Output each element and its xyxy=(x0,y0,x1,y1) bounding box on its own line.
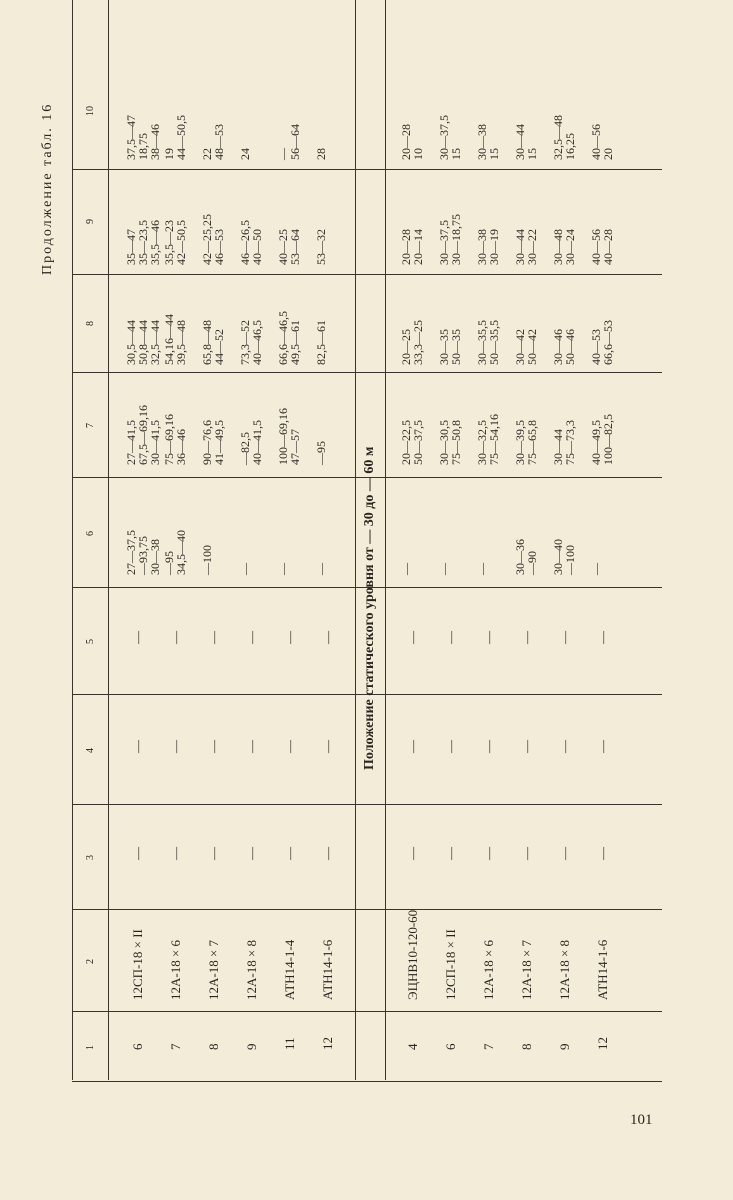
cell-value: — xyxy=(437,563,451,575)
cell-dash: — xyxy=(282,740,297,753)
cell-value: 30—32,5 xyxy=(475,420,489,465)
cell-dash: — xyxy=(244,740,259,753)
cell-value: —100 xyxy=(563,545,577,575)
cell-col10 xyxy=(277,124,301,160)
cell-value: 30—48 xyxy=(551,229,565,265)
cell-value: 40—28 xyxy=(601,229,615,265)
cell-value: 15 xyxy=(449,148,463,160)
cell-col9 xyxy=(163,220,187,265)
cell-col10 xyxy=(438,115,462,160)
cell-col6 xyxy=(438,563,450,575)
cell-col10 xyxy=(514,124,538,160)
row-number: 6 xyxy=(443,1043,458,1050)
cell-dash: — xyxy=(206,740,221,753)
cell-value: 30—38 xyxy=(148,539,162,575)
col-divider xyxy=(72,1011,662,1012)
col-divider xyxy=(72,169,662,170)
cell-dash: — xyxy=(519,631,534,644)
cell-col7 xyxy=(201,420,225,465)
cell-value: 30—18,75 xyxy=(449,214,463,265)
cell-value: 65,8—48 xyxy=(200,320,214,365)
cell-dash: — xyxy=(557,740,572,753)
header-top-rule xyxy=(72,0,73,1080)
col-header: 8 xyxy=(85,321,96,326)
cell-dash: — xyxy=(282,847,297,860)
cell-col7 xyxy=(125,405,161,465)
cell-value: 40—56 xyxy=(589,124,603,160)
cell-dash: — xyxy=(557,631,572,644)
cell-value: 20 xyxy=(601,148,615,160)
row-number: 9 xyxy=(557,1043,572,1050)
cell-value: —82,5 xyxy=(238,432,252,465)
cell-value: 40—50 xyxy=(250,229,264,265)
col-header: 4 xyxy=(85,748,96,753)
cell-dash: — xyxy=(320,847,335,860)
cell-dash: — xyxy=(519,847,534,860)
cell-value: 27—41,5 xyxy=(124,420,138,465)
cell-col10 xyxy=(315,148,327,160)
cell-value: — xyxy=(475,563,489,575)
cell-value: 66,6—46,5 xyxy=(276,311,290,365)
pump-name: 12А-18 × 7 xyxy=(519,939,534,1000)
cell-col7 xyxy=(239,420,263,465)
cell-value: 30—37,5 xyxy=(437,220,451,265)
row-number: 9 xyxy=(244,1043,259,1050)
pump-name: АТН14-1-4 xyxy=(282,939,297,1000)
cell-col6 xyxy=(400,563,412,575)
cell-col7 xyxy=(400,420,424,465)
row-number: 7 xyxy=(168,1043,183,1050)
cell-value: 10 xyxy=(411,148,425,160)
page-number: 101 xyxy=(630,1112,653,1128)
cell-value: 19 xyxy=(162,148,176,160)
cell-col9 xyxy=(125,220,161,265)
cell-value: 82,5—61 xyxy=(314,320,328,365)
cell-value: 49,5—61 xyxy=(288,320,302,365)
cell-value: —90 xyxy=(525,551,539,575)
cell-col8 xyxy=(514,329,538,365)
cell-col10 xyxy=(400,124,424,160)
cell-value: 40—49,5 xyxy=(589,420,603,465)
cell-dash: — xyxy=(130,631,145,644)
cell-value: — xyxy=(238,563,252,575)
cell-col7 xyxy=(590,414,614,465)
cell-value: 15 xyxy=(487,148,501,160)
cell-value: 30—22 xyxy=(525,229,539,265)
cell-dash: — xyxy=(405,740,420,753)
cell-value: 100—69,16 xyxy=(276,408,290,465)
cell-value: 20—28 xyxy=(399,229,413,265)
cell-value: 40—46,5 xyxy=(250,320,264,365)
cell-dash: — xyxy=(481,631,496,644)
cell-value: 15 xyxy=(525,148,539,160)
cell-dash: — xyxy=(130,847,145,860)
cell-value: —100 xyxy=(200,545,214,575)
cell-value: 40—56 xyxy=(589,229,603,265)
cell-value: 20—28 xyxy=(399,124,413,160)
cell-value: — xyxy=(589,563,603,575)
cell-col7 xyxy=(476,414,500,465)
cell-dash: — xyxy=(443,740,458,753)
cell-col6 xyxy=(277,563,289,575)
cell-col8 xyxy=(315,320,327,365)
cell-value: 46—53 xyxy=(212,229,226,265)
cell-dash: — xyxy=(443,847,458,860)
cell-dash: — xyxy=(443,631,458,644)
cell-value: 30—30,5 xyxy=(437,420,451,465)
cell-col9 xyxy=(239,220,263,265)
cell-value: 42—25,25 xyxy=(200,214,214,265)
cell-value: — xyxy=(314,563,328,575)
cell-col9 xyxy=(438,214,462,265)
cell-value: 27—37,5 xyxy=(124,530,138,575)
cell-value: 24 xyxy=(238,148,252,160)
cell-value: 75—69,16 xyxy=(162,414,176,465)
cell-value: 30—44 xyxy=(551,429,565,465)
row-number: 8 xyxy=(206,1043,221,1050)
pump-name: 12А-18 × 7 xyxy=(206,939,221,1000)
cell-col7 xyxy=(163,414,187,465)
cell-value: 50—46 xyxy=(563,329,577,365)
cell-value: 40—25 xyxy=(276,229,290,265)
row-number: 12 xyxy=(320,1037,335,1050)
cell-value: —93,75 xyxy=(136,536,150,575)
cell-col6 xyxy=(315,563,327,575)
cell-value: 30,5—44 xyxy=(124,320,138,365)
cell-dash: — xyxy=(595,631,610,644)
cell-col8 xyxy=(590,320,614,365)
cell-dash: — xyxy=(320,740,335,753)
cell-col6 xyxy=(125,530,161,575)
cell-dash: — xyxy=(168,740,183,753)
cell-col6 xyxy=(163,530,187,575)
cell-value: 30—19 xyxy=(487,229,501,265)
cell-col8 xyxy=(201,320,225,365)
cell-value: 30—38 xyxy=(475,229,489,265)
section-rule-bottom xyxy=(385,0,386,1080)
col-divider xyxy=(72,1081,662,1082)
cell-col7 xyxy=(514,420,538,465)
cell-value: 32,5—48 xyxy=(551,115,565,160)
cell-col8 xyxy=(125,320,161,365)
cell-dash: — xyxy=(557,847,572,860)
cell-col10 xyxy=(163,115,187,160)
col-header: 6 xyxy=(85,531,96,536)
pump-name: ЭЦНВ10-120-60 xyxy=(405,909,420,1000)
cell-dash: — xyxy=(405,631,420,644)
cell-value: 30—36 xyxy=(513,539,527,575)
cell-value: 100—82,5 xyxy=(601,414,615,465)
cell-value: 53—64 xyxy=(288,229,302,265)
row-number: 6 xyxy=(130,1043,145,1050)
cell-value: 50—37,5 xyxy=(411,420,425,465)
cell-value: 50,8—44 xyxy=(136,320,150,365)
cell-value: 30—41,5 xyxy=(148,420,162,465)
cell-value: 20—14 xyxy=(411,229,425,265)
cell-value: 44—50,5 xyxy=(174,115,188,160)
cell-col10 xyxy=(476,124,500,160)
cell-value: 28 xyxy=(314,148,328,160)
cell-col10 xyxy=(590,124,614,160)
cell-col10 xyxy=(239,148,251,160)
cell-value: 35—47 xyxy=(124,229,138,265)
cell-value: — xyxy=(276,148,290,160)
cell-dash: — xyxy=(481,740,496,753)
cell-value: 18,75 xyxy=(136,133,150,160)
cell-dash: — xyxy=(130,740,145,753)
cell-dash: — xyxy=(481,847,496,860)
pump-name: 12А-18 × 6 xyxy=(481,939,496,1000)
cell-value: 35,5—46 xyxy=(148,220,162,265)
cell-value: 30—40 xyxy=(551,539,565,575)
cell-col9 xyxy=(315,229,327,265)
cell-value: 37,5—47 xyxy=(124,115,138,160)
cell-value: 50—35 xyxy=(449,329,463,365)
cell-col8 xyxy=(552,329,576,365)
cell-value: 30—46 xyxy=(551,329,565,365)
cell-value: 16,25 xyxy=(563,133,577,160)
cell-col7 xyxy=(315,441,327,465)
cell-value: 41—49,5 xyxy=(212,420,226,465)
pump-name: 12СП-18 × II xyxy=(130,929,145,1000)
col-header: 3 xyxy=(85,855,96,860)
cell-col8 xyxy=(239,320,263,365)
cell-value: 53—32 xyxy=(314,229,328,265)
cell-value: 35—23,5 xyxy=(136,220,150,265)
cell-value: 75—65,8 xyxy=(525,420,539,465)
cell-value: 40—41,5 xyxy=(250,420,264,465)
cell-col8 xyxy=(400,320,424,365)
cell-dash: — xyxy=(595,847,610,860)
row-number: 7 xyxy=(481,1043,496,1050)
cell-value: 67,5—69,16 xyxy=(136,405,150,465)
cell-value: — xyxy=(399,563,413,575)
col-header: 7 xyxy=(85,423,96,428)
cell-value: 33,3—25 xyxy=(411,320,425,365)
cell-value: 30—44 xyxy=(513,124,527,160)
cell-value: 90—76,6 xyxy=(200,420,214,465)
cell-col6 xyxy=(552,539,576,575)
cell-value: 47—57 xyxy=(288,429,302,465)
cell-value: 30—24 xyxy=(563,229,577,265)
col-header: 5 xyxy=(85,639,96,644)
row-number: 12 xyxy=(595,1037,610,1050)
cell-dash: — xyxy=(168,631,183,644)
pump-name: АТН14-1-6 xyxy=(595,939,610,1000)
cell-value: 35,5—23 xyxy=(162,220,176,265)
cell-value: 32,5—44 xyxy=(148,320,162,365)
cell-dash: — xyxy=(206,631,221,644)
cell-col7 xyxy=(552,420,576,465)
cell-col8 xyxy=(277,311,301,365)
cell-col10 xyxy=(201,124,225,160)
cell-col8 xyxy=(163,314,187,365)
cell-value: 30—35,5 xyxy=(475,320,489,365)
cell-col6 xyxy=(514,539,538,575)
cell-value: 44—52 xyxy=(212,329,226,365)
cell-col8 xyxy=(476,320,500,365)
col-divider xyxy=(72,372,662,373)
row-number: 11 xyxy=(282,1037,297,1050)
cell-value: — xyxy=(276,563,290,575)
cell-value: 50—35,5 xyxy=(487,320,501,365)
cell-col6 xyxy=(239,563,251,575)
cell-value: 36—46 xyxy=(174,429,188,465)
cell-value: 30—42 xyxy=(513,329,527,365)
cell-value: 22 xyxy=(200,148,214,160)
cell-value: 30—44 xyxy=(513,229,527,265)
cell-dash: — xyxy=(595,740,610,753)
cell-value: 75—73,3 xyxy=(563,420,577,465)
cell-col10 xyxy=(552,115,576,160)
cell-col6 xyxy=(201,545,213,575)
cell-dash: — xyxy=(244,847,259,860)
cell-value: 75—50,8 xyxy=(449,420,463,465)
cell-value: 66,6—53 xyxy=(601,320,615,365)
col-divider xyxy=(72,804,662,805)
cell-value: 54,16—44 xyxy=(162,314,176,365)
cell-col9 xyxy=(277,229,301,265)
cell-value: 20—22,5 xyxy=(399,420,413,465)
cell-col9 xyxy=(552,229,576,265)
row-number: 8 xyxy=(519,1043,534,1050)
cell-dash: — xyxy=(405,847,420,860)
cell-col9 xyxy=(400,229,424,265)
cell-col7 xyxy=(277,408,301,465)
col-header: 2 xyxy=(85,959,96,964)
cell-col8 xyxy=(438,329,462,365)
cell-dash: — xyxy=(168,847,183,860)
cell-value: 46—26,5 xyxy=(238,220,252,265)
cell-value: 30—39,5 xyxy=(513,420,527,465)
cell-value: 50—42 xyxy=(525,329,539,365)
cell-value: 48—53 xyxy=(212,124,226,160)
cell-value: 38—46 xyxy=(148,124,162,160)
cell-value: —95 xyxy=(314,441,328,465)
cell-value: 75—54,16 xyxy=(487,414,501,465)
pump-name: 12СП-18 × II xyxy=(443,929,458,1000)
cell-value: 42—50,5 xyxy=(174,220,188,265)
header-bottom-rule xyxy=(108,0,109,1080)
cell-value: 34,5—40 xyxy=(174,530,188,575)
section-rule-top xyxy=(355,0,356,1080)
cell-value: 73,3—52 xyxy=(238,320,252,365)
cell-col6 xyxy=(590,563,602,575)
section-heading: Положение статического уровня от — 30 до — 60 м xyxy=(362,446,377,770)
cell-value: 30—35 xyxy=(437,329,451,365)
cell-dash: — xyxy=(282,631,297,644)
cell-col9 xyxy=(201,214,225,265)
pump-name: 12А-18 × 8 xyxy=(244,939,259,1000)
col-divider xyxy=(72,909,662,910)
cell-value: 30—37,5 xyxy=(437,115,451,160)
cell-dash: — xyxy=(206,847,221,860)
cell-value: 30—38 xyxy=(475,124,489,160)
cell-col6 xyxy=(476,563,488,575)
cell-dash: — xyxy=(519,740,534,753)
cell-col9 xyxy=(514,229,538,265)
cell-value: 39,5—48 xyxy=(174,320,188,365)
cell-dash: — xyxy=(244,631,259,644)
table-caption: Продолжение табл. 16 xyxy=(40,102,55,275)
pump-name: АТН14-1-6 xyxy=(320,939,335,1000)
cell-col10 xyxy=(125,115,161,160)
cell-col7 xyxy=(438,420,462,465)
pump-name: 12А-18 × 8 xyxy=(557,939,572,1000)
col-header: 9 xyxy=(85,219,96,224)
col-header: 1 xyxy=(85,1045,96,1050)
cell-value: 20—25 xyxy=(399,329,413,365)
row-number: 4 xyxy=(405,1043,420,1050)
cell-dash: — xyxy=(320,631,335,644)
cell-value: 40—53 xyxy=(589,329,603,365)
col-divider xyxy=(72,274,662,275)
pump-name: 12А-18 × 6 xyxy=(168,939,183,1000)
cell-value: 56—64 xyxy=(288,124,302,160)
cell-col9 xyxy=(590,229,614,265)
col-header: 10 xyxy=(85,106,96,116)
cell-value: —95 xyxy=(162,551,176,575)
cell-col9 xyxy=(476,229,500,265)
